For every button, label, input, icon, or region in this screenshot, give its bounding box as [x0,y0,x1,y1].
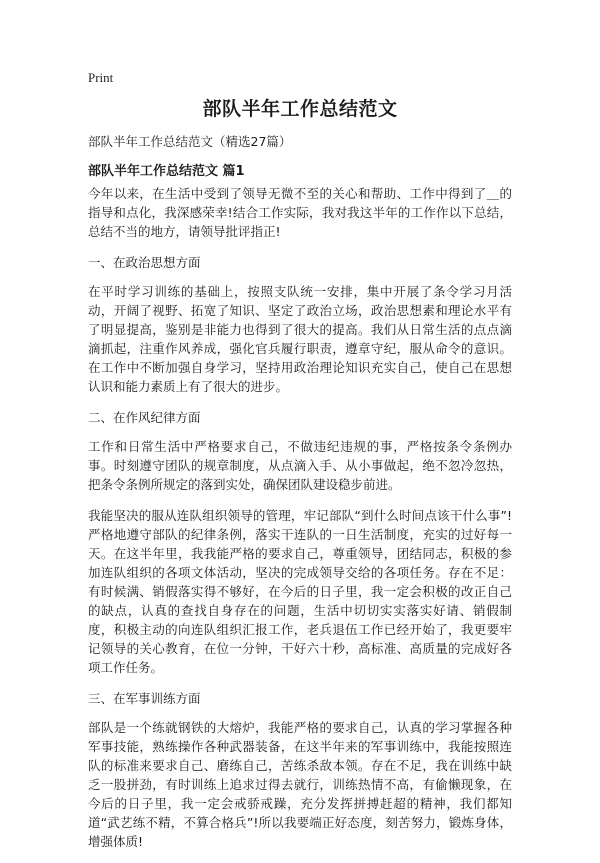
discipline-paragraph-2: 我能坚决的服从连队组织领导的管理，牢记部队“到什么时间点该干什么事”!严格地遵守部队的纪律条例，落实干连队的一日生活制度，充实的过好每一天。在这半年里，我我能严格的要求自己，尊重领导，团结同志，积极的参加连队组织的各项文体活动，坚决的完成领导交给的各项任务。存在不足：有时候满、销假落实得不够好，在今后的日子里，我一定会积极的改正自己的缺点，认真的查找自身存在的问题，生活中切切实实落实好请、销假制度，积极主动的向连队组织汇报工作，老兵退伍工作已经开始了，我更要牢记领导的关心教育，在位一分钟，干好六十秒，高标准、高质量的完成好各项工作任务。 [88,508,512,675]
heading-discipline: 二、在作风纪律方面 [88,410,201,425]
political-paragraph: 在平时学习训练的基础上，按照支队统一安排，集中开展了条令学习月活动，开阔了视野、拓宽了知识、坚定了政治立场，政治思想素和理论水平有了明显提高，鉴别是非能力也得到了很大的提高。我们从日常生活的点点滴滴抓起，注重作风养成，强化官兵履行职责，遵章守纪，服从命令的意识。在工作中不断加强自身学习，坚持用政治理论知识充实自己，使自己在思想认识和能力素质上有了很大的进步。 [88,284,512,394]
page-title: 部队半年工作总结范文 [202,98,398,120]
training-paragraph: 部队是一个练就钢铁的大熔炉，我能严格的要求自己，认真的学习掌握各种军事技能，熟练操作各种武器装备，在这半年来的军事训练中，我能按照连队的标准来要求自己、磨练自己，苦练杀敌本领。存在不足，我在训练中缺乏一股拼劲，有时训练上追求过得去就行，训练热情不高，有偷懒现象，在今后的日子里，我一定会戒骄戒躁，充分发挥拼搏赶超的精神，我们都知道“武艺练不精，不算合格兵”!所以我要端正好态度，刻苦努力，锻炼身体，增强体质! [88,720,512,849]
heading-political: 一、在政治思想方面 [88,255,201,270]
discipline-paragraph-1: 工作和日常生活中严格要求自己，不做违纪违规的事，严格按条令条例办事。时刻遵守团队的规章制度，从点滴入手、从小事做起，绝不忽冷忽热，把条令条例所规定的落到实处，确保团队建设稳步前进。 [88,439,512,492]
section-title: 部队半年工作总结范文 篇1 [88,164,245,179]
print-link[interactable]: Print [88,70,114,85]
intro-paragraph: 今年以来，在生活中受到了领导无微不至的关心和帮助、工作中得到了＿的指导和点化，我深感荣幸!结合工作实际，我对我这半年的工作作以下总结，总结不当的地方，请领导批评指正! [88,186,512,239]
document-body [88,184,512,863]
heading-training: 三、在军事训练方面 [88,691,201,706]
document-subtitle: 部队半年工作总结范文（精选27篇） [88,134,292,149]
